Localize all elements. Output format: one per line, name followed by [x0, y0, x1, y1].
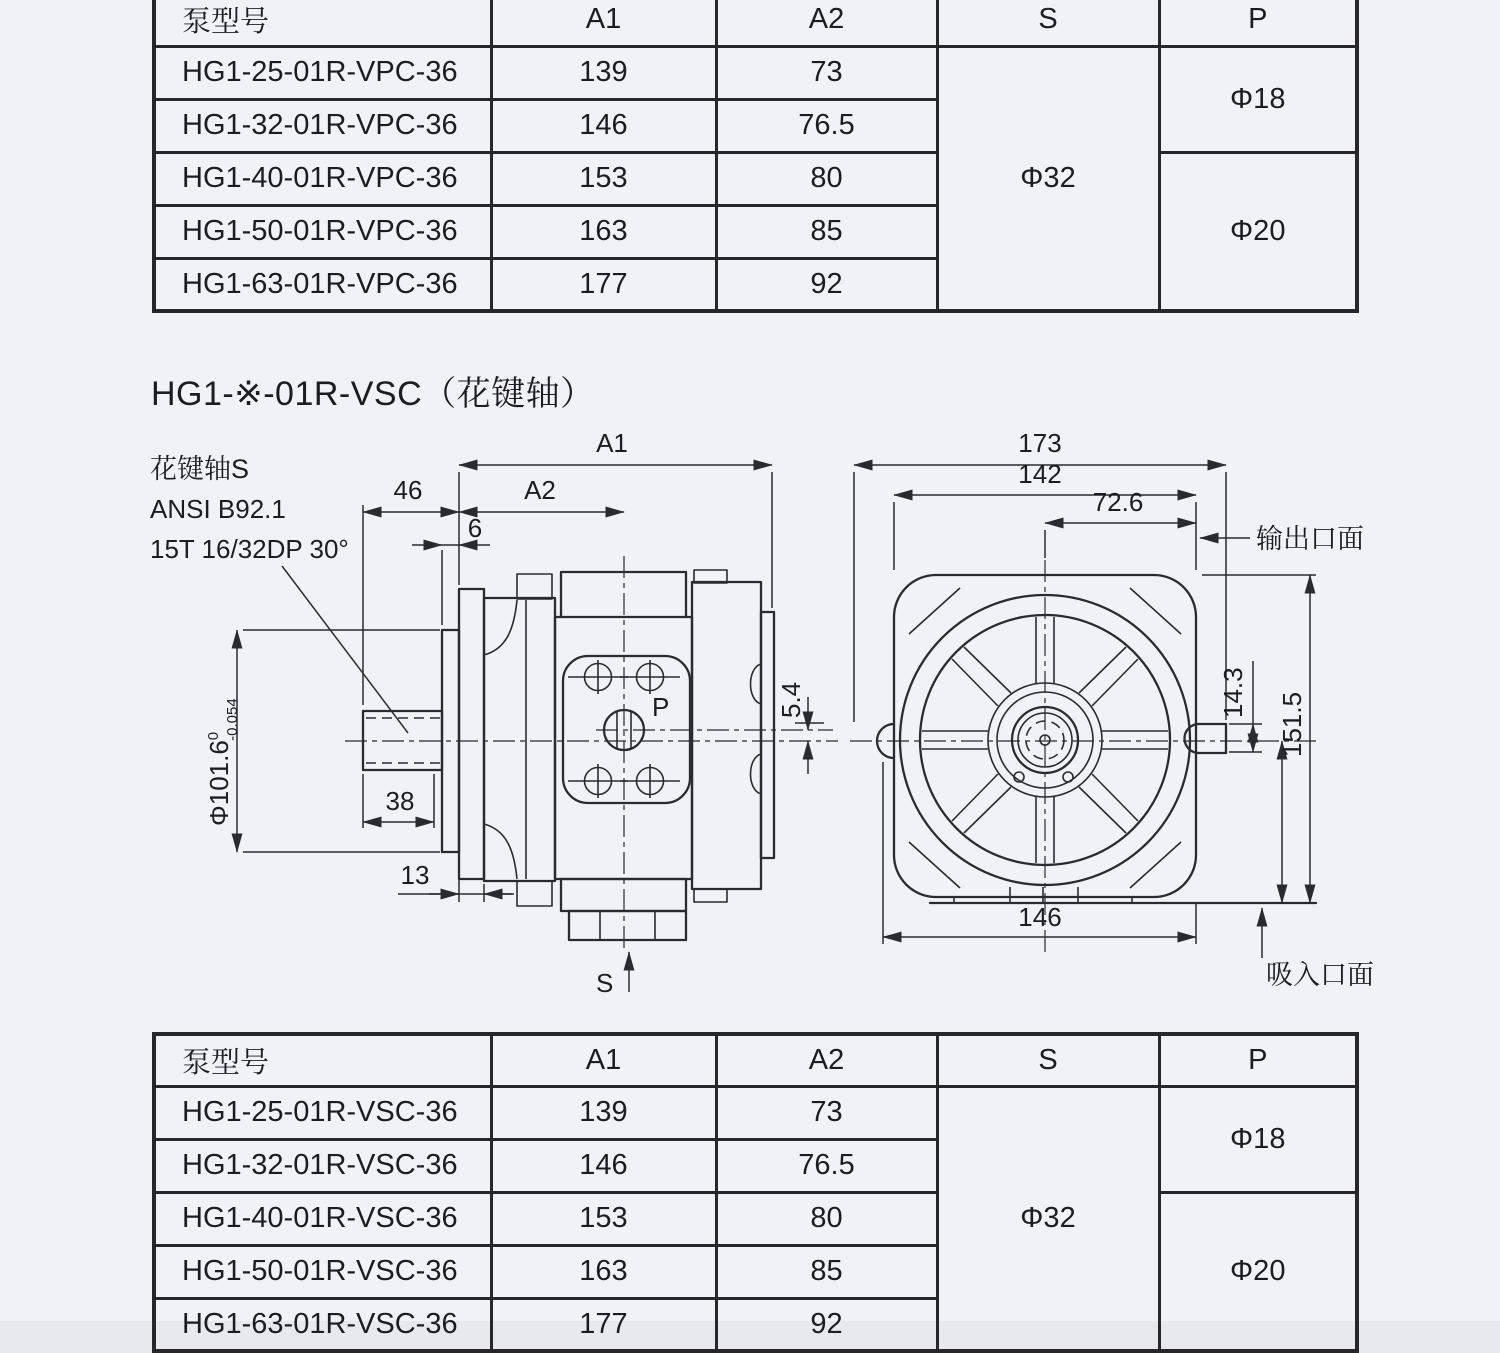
s-port-label: S: [596, 968, 614, 998]
cell-a2: 85: [716, 205, 937, 258]
col-header-s: S: [937, 1034, 1159, 1086]
dim-146-label: 146: [1018, 902, 1062, 932]
dim-46-label: 46: [393, 475, 423, 505]
cell-a1: 146: [491, 1139, 716, 1192]
cell-a2: 80: [716, 1192, 937, 1245]
cell-s-merged: Φ32: [937, 46, 1159, 311]
cell-p-top: Φ18: [1159, 1086, 1357, 1192]
side-view: [345, 556, 838, 998]
cell-model: HG1-40-01R-VSC-36: [154, 1192, 491, 1245]
cell-a1: 163: [491, 205, 716, 258]
cell-a2: 85: [716, 1245, 937, 1298]
corner-chamfer: [1130, 842, 1181, 888]
cell-model: HG1-50-01R-VPC-36: [154, 205, 491, 258]
col-header-s: S: [937, 0, 1159, 46]
section-title: HG1-※-01R-VSC（花键轴）: [151, 375, 595, 413]
cell-model: HG1-40-01R-VPC-36: [154, 152, 491, 205]
front-view-dimensions: [854, 428, 1374, 990]
cell-model: HG1-63-01R-VSC-36: [154, 1298, 491, 1351]
cell-a1: 139: [491, 46, 716, 99]
spline-note-line3: 15T 16/32DP 30°: [150, 534, 349, 564]
table-row: [154, 152, 1357, 205]
cell-a1: 153: [491, 152, 716, 205]
dim-a1-label: A1: [596, 428, 628, 458]
tab-bottom-right: [694, 889, 727, 902]
cell-a2: 92: [716, 1298, 937, 1351]
col-header-p: P: [1159, 1034, 1357, 1086]
corner-chamfer: [909, 842, 960, 888]
dim-38-label: 38: [385, 786, 415, 816]
col-header-a1: A1: [491, 1034, 716, 1086]
table-row: [154, 1086, 1357, 1139]
cell-a2: 76.5: [716, 99, 937, 152]
cell-model: HG1-50-01R-VSC-36: [154, 1245, 491, 1298]
side-view-dimensions: [204, 428, 824, 902]
housing-notch-top: [484, 600, 517, 655]
col-header-a2: A2: [716, 0, 937, 46]
cell-a1: 177: [491, 258, 716, 311]
cell-s-merged: Φ32: [937, 1086, 1159, 1351]
cell-model: HG1-25-01R-VPC-36: [154, 46, 491, 99]
table-header-row: [154, 1034, 1357, 1086]
front-view: [850, 560, 1320, 955]
hub-bolt-hole: [1063, 772, 1073, 782]
dim-142-label: 142: [1018, 459, 1062, 489]
outlet-face-label: 输出口面: [1256, 524, 1364, 554]
cell-a2: 76.5: [716, 1139, 937, 1192]
p-port-label: P: [652, 692, 670, 722]
cell-model: HG1-25-01R-VSC-36: [154, 1086, 491, 1139]
table-header-row: [154, 0, 1357, 46]
dim-6-label: 6: [467, 513, 483, 543]
tab-top-left: [517, 574, 552, 599]
cell-model: HG1-63-01R-VPC-36: [154, 258, 491, 311]
col-header-model: 泵型号: [154, 1034, 491, 1086]
adapter-plate: [459, 589, 484, 879]
dim-173-label: 173: [1018, 428, 1062, 458]
table-row: [154, 1192, 1357, 1245]
dim-a2-label: A2: [524, 475, 556, 505]
table-row: [154, 46, 1357, 99]
cell-model: HG1-32-01R-VPC-36: [154, 99, 491, 152]
spline-note-line1: 花键轴S: [150, 454, 250, 484]
spline-note-line2: ANSI B92.1: [150, 494, 286, 524]
suction-face-label: 吸入口面: [1266, 960, 1374, 990]
cell-p-bottom: Φ20: [1159, 1192, 1357, 1351]
front-housing: [484, 598, 555, 881]
vpc-dimension-table: [152, 0, 1359, 313]
dim-151-5-label: 151.5: [1277, 691, 1307, 757]
rear-housing-notches: [751, 664, 762, 794]
col-header-a1: A1: [491, 0, 716, 46]
cell-a1: 153: [491, 1192, 716, 1245]
spline-leader-line: [282, 566, 408, 733]
dim-shaft-dia-label: Φ101.6$^0$ -0.054: [204, 698, 241, 826]
cell-a2: 92: [716, 258, 937, 311]
vsc-dimension-table: [152, 1032, 1359, 1353]
cell-a1: 177: [491, 1298, 716, 1351]
cell-a2: 73: [716, 46, 937, 99]
spline-note: [150, 454, 408, 733]
col-header-p: P: [1159, 0, 1357, 46]
cell-model: HG1-32-01R-VSC-36: [154, 1139, 491, 1192]
cell-a1: 146: [491, 99, 716, 152]
cell-p-bottom: Φ20: [1159, 152, 1357, 311]
cell-a2: 80: [716, 152, 937, 205]
bottom-foot: [569, 911, 686, 940]
dim-5-4-label: 5.4: [776, 681, 806, 718]
rear-cover: [761, 612, 774, 858]
cell-a1: 163: [491, 1245, 716, 1298]
cell-p-top: Φ18: [1159, 46, 1357, 152]
cell-a1: 139: [491, 1086, 716, 1139]
technical-drawing: [0, 420, 1500, 1025]
dim-13-label: 13: [400, 860, 430, 890]
dim-14-3-label: 14.3: [1218, 667, 1248, 718]
col-header-a2: A2: [716, 1034, 937, 1086]
rear-housing: [692, 582, 761, 889]
cell-a2: 73: [716, 1086, 937, 1139]
col-header-model: 泵型号: [154, 0, 491, 46]
dim-72-6-label: 72.6: [1092, 487, 1144, 517]
housing-notch-bottom: [484, 824, 517, 879]
tab-bottom-left: [517, 881, 552, 906]
